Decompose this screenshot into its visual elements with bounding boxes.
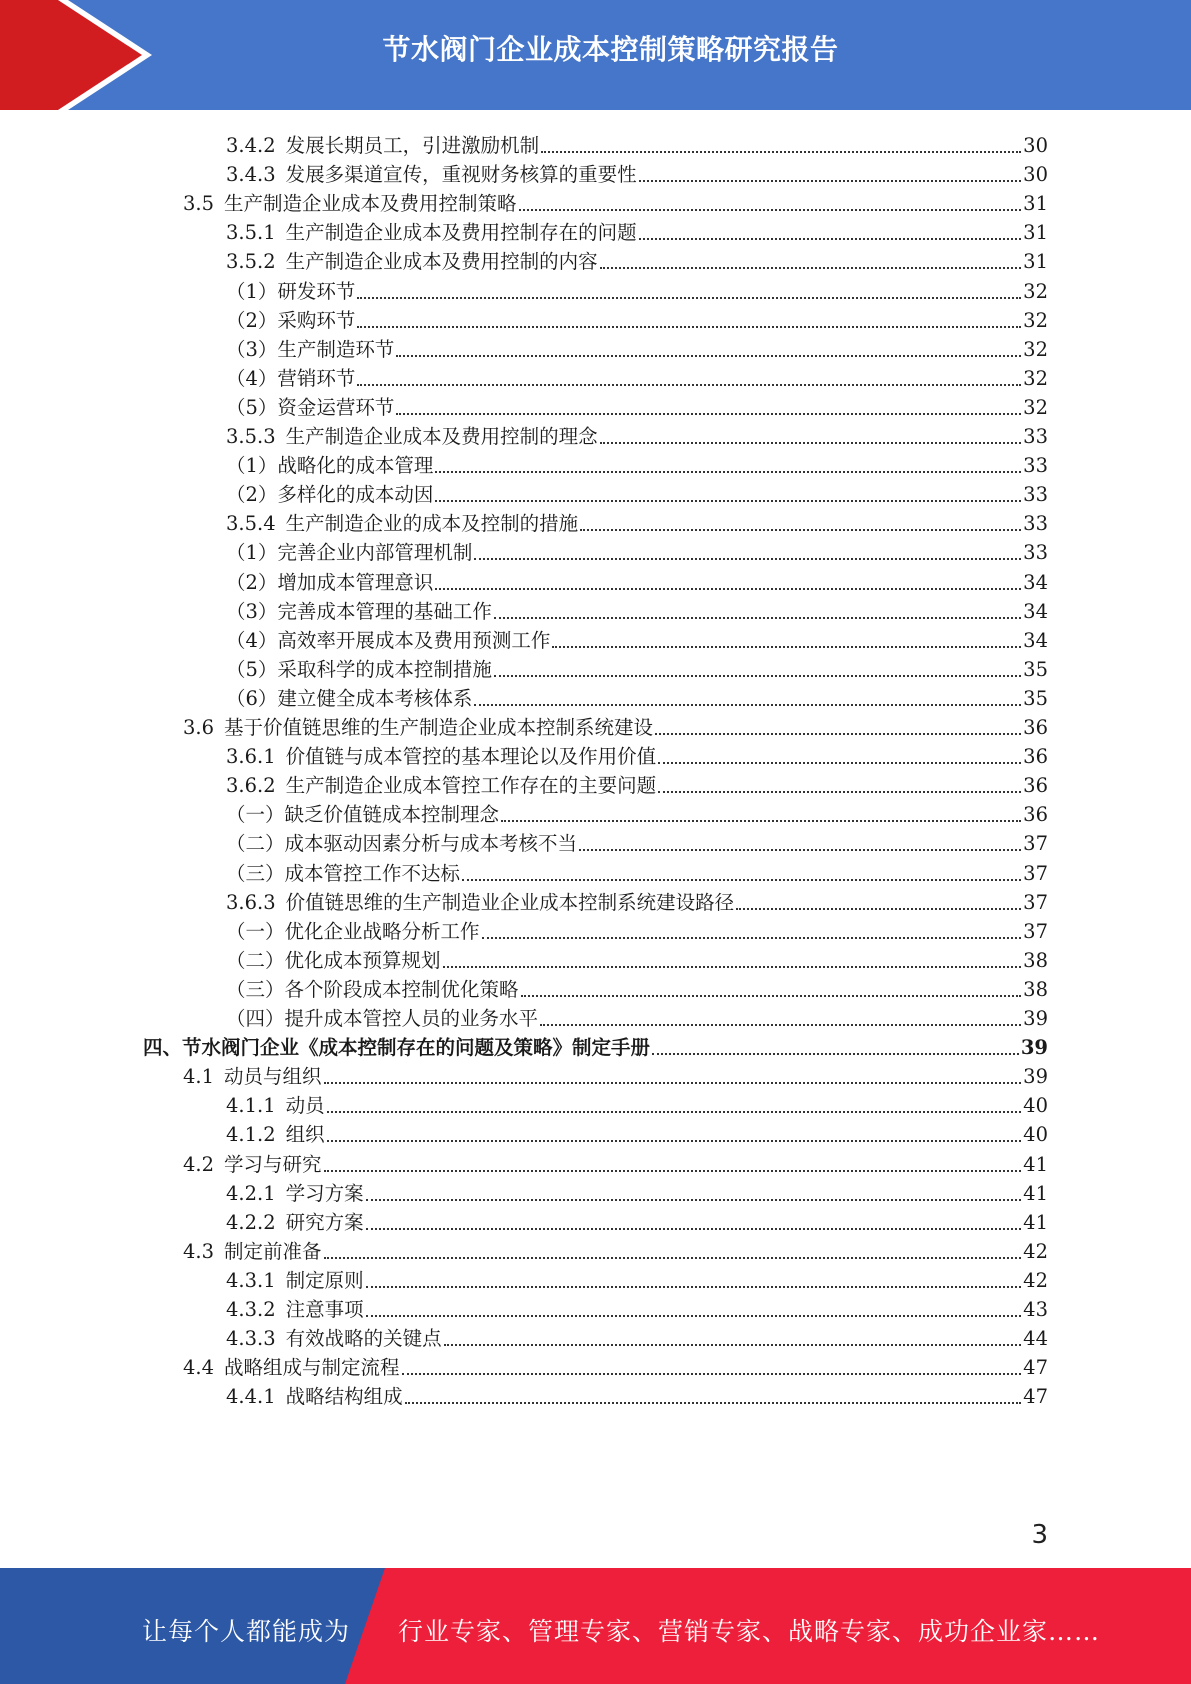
toc-entry[interactable] <box>226 943 1048 974</box>
toc-dot-leader <box>580 509 1021 531</box>
toc-entry[interactable] <box>226 128 1048 159</box>
toc-entry-title: 生产制造企业成本及费用控制的内容 <box>285 250 598 274</box>
toc-dot-leader <box>519 189 1022 211</box>
toc-entry-number: 4.2.1 <box>226 1181 276 1205</box>
toc-entry-title: 优化成本预算规划 <box>284 948 441 972</box>
toc-dot-leader <box>600 422 1022 444</box>
toc-entry-number: （5） <box>226 657 278 681</box>
toc-entry[interactable] <box>183 1350 1048 1381</box>
toc-entry-page: 31 <box>1023 192 1048 216</box>
toc-entry-page: 42 <box>1023 1268 1048 1292</box>
toc-entry-page: 33 <box>1023 541 1048 565</box>
toc-entry-page: 36 <box>1023 716 1048 739</box>
toc-dot-leader <box>366 1179 1022 1201</box>
toc-entry-title: 成本驱动因素分析与成本考核不当 <box>284 832 578 856</box>
toc-entry[interactable] <box>226 215 1048 246</box>
toc-entry-number: 4.1.1 <box>226 1094 276 1118</box>
toc-dot-leader <box>402 1353 1022 1375</box>
toc-entry-number: 4.3.2 <box>226 1298 276 1321</box>
toc-dot-leader <box>521 975 1022 997</box>
toc-entry-number: 4.3.3 <box>226 1327 276 1351</box>
toc-dot-leader <box>405 1382 1022 1404</box>
toc-entry-page: 32 <box>1023 395 1048 419</box>
toc-entry[interactable] <box>226 1117 1048 1148</box>
toc-entry-number: 3.6.2 <box>226 774 276 798</box>
toc-entry-number: 4.3 <box>183 1239 215 1263</box>
toc-entry-number: （3） <box>226 599 278 623</box>
toc-entry-number: （三） <box>226 977 285 1001</box>
toc-entry[interactable] <box>226 768 1048 799</box>
toc-entry[interactable] <box>226 419 1048 450</box>
toc-entry-number: （5） <box>226 395 278 419</box>
toc-entry-page: 32 <box>1023 308 1048 332</box>
toc-entry[interactable] <box>226 1205 1048 1236</box>
toc-entry-title: 完善企业内部管理机制 <box>277 541 473 565</box>
toc-entry-page: 41 <box>1023 1152 1048 1176</box>
toc-entry-page: 33 <box>1023 483 1048 507</box>
toc-entry-page: 34 <box>1023 599 1048 623</box>
toc-entry[interactable] <box>226 303 1048 334</box>
toc-entry[interactable] <box>226 972 1048 1003</box>
toc-dot-leader <box>435 451 1021 473</box>
toc-entry-number: （1） <box>226 454 278 478</box>
toc-entry-title: 制定前准备 <box>224 1239 322 1263</box>
toc-entry-title: 注意事项 <box>285 1298 364 1321</box>
toc-entry-title: 动员 <box>285 1094 325 1118</box>
toc-dot-leader <box>327 1120 1022 1142</box>
toc-entry-page: 33 <box>1023 512 1048 536</box>
toc-entry-number: 4.1.2 <box>226 1123 276 1147</box>
toc-entry-page: 42 <box>1023 1239 1048 1263</box>
toc-entry-number: （1） <box>226 541 278 565</box>
toc-entry-number: （四） <box>226 1007 285 1030</box>
toc-entry-page: 38 <box>1023 948 1048 972</box>
toc-entry[interactable] <box>183 1147 1048 1178</box>
toc-dot-leader <box>639 218 1022 240</box>
toc-entry-page: 35 <box>1023 657 1048 681</box>
toc-entry-number: （三） <box>226 861 285 885</box>
toc-entry-title: 生产制造企业成本及费用控制策略 <box>224 192 517 216</box>
toc-entry[interactable] <box>226 739 1048 770</box>
toc-dot-leader <box>444 1324 1022 1346</box>
toc-entry-title: 战略化的成本管理 <box>277 454 434 478</box>
toc-entry-page: 36 <box>1023 745 1048 769</box>
toc-entry[interactable] <box>226 652 1048 683</box>
toc-entry-title: 营销环节 <box>277 366 356 390</box>
toc-entry-title: 高效率开展成本及费用预测工作 <box>277 628 551 652</box>
footer-slogan-right: 行业专家、管理专家、营销专家、战略专家、成功企业家…… <box>398 1617 1101 1646</box>
toc-entry-number: （一） <box>226 919 285 943</box>
toc-entry-title: 完善成本管理的基础工作 <box>277 599 492 623</box>
toc-entry-page: 40 <box>1023 1123 1048 1147</box>
toc-entry-page: 43 <box>1023 1298 1048 1321</box>
toc-entry-title: 价值链思维的生产制造业企业成本控制系统建设路径 <box>285 890 735 914</box>
toc-entry-page: 32 <box>1023 279 1048 303</box>
toc-entry-number: （6） <box>226 686 278 710</box>
toc-entry-number: 3.6 <box>183 716 215 739</box>
toc-entry-title: 生产制造企业成本及费用控制的理念 <box>285 425 598 448</box>
toc-dot-leader <box>443 946 1022 968</box>
toc-dot-leader <box>435 480 1021 502</box>
toc-entry-title: 研发环节 <box>277 279 356 303</box>
toc-dot-leader <box>482 917 1022 939</box>
toc-dot-leader <box>357 306 1021 328</box>
toc-entry-number: 3.6.1 <box>226 745 276 769</box>
toc-entry-title: 优化企业战略分析工作 <box>284 919 480 943</box>
toc-entry-page: 30 <box>1023 163 1048 187</box>
toc-dot-leader <box>327 1091 1022 1113</box>
toc-entry-number: （二） <box>226 832 285 856</box>
toc-entry-number: （2） <box>226 570 278 594</box>
toc-entry-title: 建立健全成本考核体系 <box>277 686 473 710</box>
toc-dot-leader <box>357 364 1021 386</box>
toc-dot-leader <box>366 1295 1022 1317</box>
toc-entry-title: 生产制造企业成本及费用控制存在的问题 <box>285 221 637 245</box>
toc-entry[interactable] <box>226 885 1048 916</box>
toc-entry-title: 采购环节 <box>277 308 356 332</box>
toc-entry-page: 47 <box>1023 1385 1048 1409</box>
toc-entry-number: 3.5.2 <box>226 250 276 274</box>
toc-entry-page: 37 <box>1023 861 1048 885</box>
toc-entry-title: 研究方案 <box>285 1210 364 1234</box>
toc-entry-page: 39 <box>1023 1007 1048 1030</box>
toc-entry[interactable] <box>226 826 1048 857</box>
toc-entry[interactable] <box>226 1088 1048 1119</box>
toc-entry[interactable] <box>226 1001 1048 1032</box>
toc-entry-title: 资金运营环节 <box>277 395 395 419</box>
toc-dot-leader <box>658 742 1021 764</box>
toc-entry-page: 36 <box>1023 803 1048 827</box>
toc-entry-title: 学习与研究 <box>224 1152 322 1176</box>
toc-entry[interactable] <box>226 594 1048 625</box>
toc-entry-title: 学习方案 <box>285 1181 364 1205</box>
toc-entry-page: 35 <box>1023 686 1048 710</box>
toc-dot-leader <box>541 131 1021 153</box>
toc-entry-number: 4.2.2 <box>226 1210 276 1234</box>
toc-entry[interactable] <box>226 157 1048 188</box>
toc-entry-number: 4.1 <box>183 1065 215 1089</box>
toc-entry-number: 3.4.2 <box>226 134 276 157</box>
toc-entry-title: 制定原则 <box>285 1268 364 1292</box>
toc-entry-number: （一） <box>226 803 285 827</box>
toc-entry-title: 发展多渠道宣传，重视财务核算的重要性 <box>285 163 637 187</box>
toc-entry-page: 41 <box>1023 1210 1048 1234</box>
toc-entry[interactable] <box>226 1379 1048 1410</box>
toc-entry[interactable] <box>226 797 1048 828</box>
toc-entry-title: 生产制造企业成本管控工作存在的主要问题 <box>285 774 657 798</box>
toc-entry-title: 成本管控工作不达标 <box>284 861 461 885</box>
toc-dot-leader <box>324 1062 1022 1084</box>
toc-entry-page: 39 <box>1023 1065 1048 1089</box>
toc-dot-leader <box>494 597 1021 619</box>
toc-dot-leader <box>540 1004 1021 1026</box>
footer-slogan-left: 让每个人都能成为 <box>142 1617 351 1646</box>
toc-entry[interactable] <box>226 1263 1048 1294</box>
toc-entry-page: 33 <box>1023 454 1048 478</box>
toc-entry[interactable] <box>183 1059 1048 1090</box>
toc-dot-leader <box>462 859 1021 881</box>
toc-entry-number: 3.5.3 <box>226 425 276 448</box>
toc-dot-leader <box>324 1150 1022 1172</box>
toc-entry-number: （二） <box>226 948 285 972</box>
toc-dot-leader <box>396 393 1021 415</box>
toc-entry-title: 多样化的成本动因 <box>277 483 434 507</box>
toc-dot-leader <box>494 655 1021 677</box>
toc-dot-leader <box>655 713 1021 735</box>
toc-entry-number: 3.6.3 <box>226 890 276 914</box>
toc-entry[interactable] <box>226 856 1048 887</box>
toc-entry-title: 生产制造环节 <box>277 337 395 361</box>
toc-entry-title: 各个阶段成本控制优化策略 <box>284 977 519 1001</box>
toc-entry-title: 增加成本管理意识 <box>277 570 434 594</box>
toc-entry-title: 战略组成与制定流程 <box>224 1356 400 1380</box>
toc-entry-page: 34 <box>1023 570 1048 594</box>
toc-entry-title: 组织 <box>285 1123 325 1147</box>
toc-entry-number: 3.4.3 <box>226 163 276 187</box>
toc-entry[interactable] <box>183 1234 1048 1265</box>
toc-dot-leader <box>366 1208 1022 1230</box>
toc-entry-number: 4.4.1 <box>226 1385 276 1409</box>
toc-entry-page: 32 <box>1023 337 1048 361</box>
toc-entry-title: 生产制造企业的成本及控制的措施 <box>285 512 579 536</box>
toc-entry-number: （2） <box>226 483 278 507</box>
toc-entry-number: （1） <box>226 279 278 303</box>
toc-entry[interactable] <box>226 1321 1048 1352</box>
toc-entry-page: 39 <box>1020 1036 1048 1060</box>
toc-entry[interactable] <box>226 1176 1048 1207</box>
toc-entry-title: 战略结构组成 <box>285 1385 403 1409</box>
toc-entry[interactable] <box>226 681 1048 712</box>
toc-entry[interactable] <box>226 506 1048 537</box>
toc-entry-page: 34 <box>1023 628 1048 652</box>
toc-entry[interactable] <box>226 914 1048 945</box>
toc-entry-title: 提升成本管控人员的业务水平 <box>284 1007 539 1030</box>
toc-entry[interactable] <box>226 361 1048 392</box>
toc-entry-number: （2） <box>226 308 278 332</box>
toc-entry-page: 31 <box>1023 221 1048 245</box>
toc-dot-leader <box>357 277 1021 299</box>
toc-entry[interactable] <box>143 1030 1048 1061</box>
toc-entry-page: 36 <box>1023 774 1048 798</box>
toc-dot-leader <box>435 568 1021 590</box>
toc-entry-page: 44 <box>1023 1327 1048 1351</box>
toc-entry-page: 38 <box>1023 977 1048 1001</box>
toc-entry-page: 32 <box>1023 366 1048 390</box>
toc-entry-number: 4.4 <box>183 1356 215 1380</box>
toc-entry-number: （3） <box>226 337 278 361</box>
toc-entry[interactable] <box>183 186 1048 217</box>
toc-dot-leader <box>324 1237 1022 1259</box>
toc-entry-title: 动员与组织 <box>224 1065 322 1089</box>
toc-entry[interactable] <box>226 477 1048 508</box>
toc-entry[interactable] <box>226 1292 1048 1323</box>
toc-dot-leader <box>501 800 1021 822</box>
page-footer <box>0 1568 1191 1684</box>
toc-dot-leader <box>474 684 1021 706</box>
toc-entry-title: 发展长期员工，引进激励机制 <box>285 134 540 157</box>
toc-entry-page: 37 <box>1023 890 1048 914</box>
toc-entry-page: 37 <box>1023 919 1048 943</box>
toc-entry-number: 3.5 <box>183 192 215 216</box>
toc-entry[interactable] <box>226 274 1048 305</box>
toc-entry-page: 37 <box>1023 832 1048 856</box>
toc-entry-title: 采取科学的成本控制措施 <box>277 657 492 681</box>
toc-entry-page: 31 <box>1023 250 1048 274</box>
toc-entry-title: 价值链与成本管控的基本理论以及作用价值 <box>285 745 657 769</box>
toc-entry[interactable] <box>226 390 1048 421</box>
toc-entry[interactable] <box>226 332 1048 363</box>
toc-entry-number: 4.3.1 <box>226 1268 276 1292</box>
toc-entry-number: （4） <box>226 628 278 652</box>
toc-dot-leader <box>652 1033 1019 1055</box>
toc-dot-leader <box>639 160 1022 182</box>
report-title: 节水阀门企业成本控制策略研究报告 <box>382 33 839 66</box>
toc-dot-leader <box>366 1266 1022 1288</box>
toc-entry-page: 40 <box>1023 1094 1048 1118</box>
toc-entry-page: 30 <box>1023 134 1048 157</box>
toc-entry-number: （4） <box>226 366 278 390</box>
toc-entry-title: 基于价值链思维的生产制造企业成本控制系统建设 <box>224 716 654 739</box>
toc-entry-title: 缺乏价值链成本控制理念 <box>284 803 500 827</box>
toc-entry-number: 3.5.4 <box>226 512 276 536</box>
toc-entry-number: 4.2 <box>183 1152 215 1176</box>
toc-entry-title: 节水阀门企业《成本控制存在的问题及策略》制定手册 <box>182 1036 651 1060</box>
page-number: 3 <box>1031 1520 1048 1550</box>
toc-dot-leader <box>552 626 1021 648</box>
toc-dot-leader <box>396 335 1021 357</box>
toc-dot-leader <box>579 829 1021 851</box>
page-header <box>0 0 1191 110</box>
toc-dot-leader <box>600 247 1022 269</box>
toc-entry-page: 41 <box>1023 1181 1048 1205</box>
toc-entry-page: 47 <box>1023 1356 1048 1380</box>
toc-entry-number: 3.5.1 <box>226 221 276 245</box>
toc-entry[interactable] <box>226 565 1048 596</box>
toc-entry[interactable] <box>183 710 1048 741</box>
toc-entry[interactable] <box>226 448 1048 479</box>
toc-dot-leader <box>474 538 1021 560</box>
toc-entry-page: 33 <box>1023 425 1048 448</box>
toc-dot-leader <box>658 771 1021 793</box>
toc-entry-number: 四、 <box>143 1036 183 1060</box>
toc-dot-leader <box>736 888 1021 910</box>
toc-entry[interactable] <box>226 244 1048 275</box>
toc-entry-title: 有效战略的关键点 <box>285 1327 442 1351</box>
toc-entry[interactable] <box>226 535 1048 566</box>
toc-entry[interactable] <box>226 623 1048 654</box>
